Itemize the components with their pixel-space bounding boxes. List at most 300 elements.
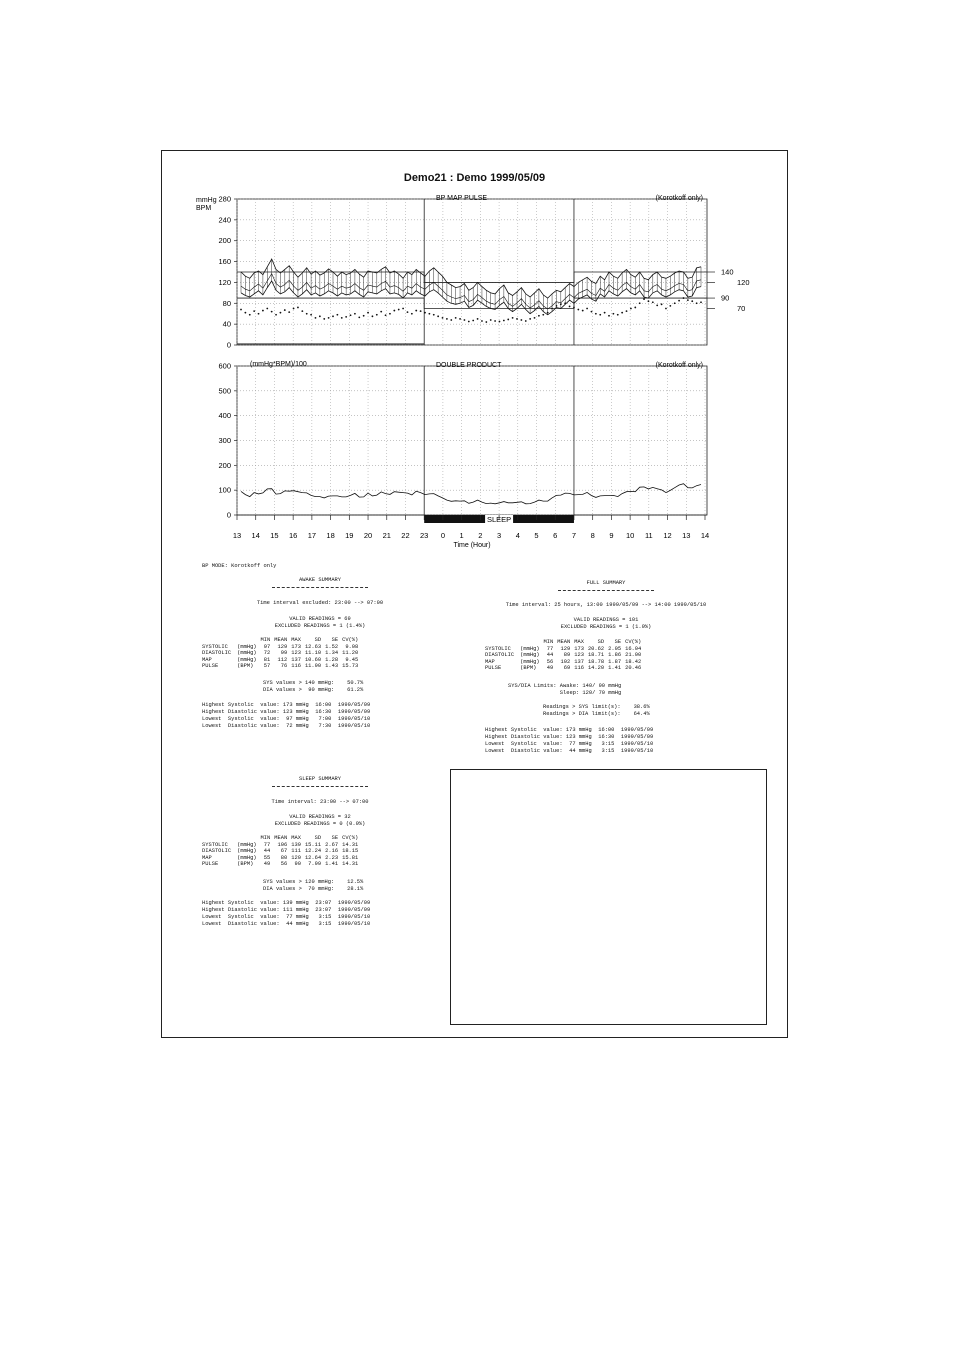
pulse-point: [490, 319, 492, 321]
y-tick-label: 40: [222, 319, 231, 329]
awake-limits: [263, 680, 363, 694]
table-cell: (mmHg): [520, 645, 540, 652]
summary-line: Lowest Diastolic value: 44 mmHg 3:15 1999/05/10: [485, 748, 654, 754]
pulse-point: [626, 310, 628, 312]
pulse-point: [315, 317, 317, 319]
table-cell: 12.24: [304, 848, 322, 855]
pulse-point: [341, 317, 343, 319]
awake-col-header: MAX: [291, 637, 301, 643]
full-readings: [543, 704, 650, 718]
series-line-map: [241, 274, 701, 309]
summary-line: Lowest Systolic value: 77 mmHg 3:15 1999/05/10: [202, 914, 371, 920]
table-cell: 137: [574, 658, 584, 665]
table-cell: 1.41: [325, 861, 339, 868]
table-cell: 56: [280, 861, 288, 868]
pulse-point: [284, 309, 286, 311]
pulse-point: [363, 315, 365, 317]
table-cell: 77: [263, 841, 271, 848]
x-tick-label: 20: [363, 531, 373, 540]
pulse-point: [656, 304, 658, 306]
table-cell: 72: [263, 650, 271, 657]
y-tick-label: 80: [222, 298, 231, 308]
pulse-point: [683, 297, 685, 299]
limit-step-line: [237, 272, 707, 282]
panel-title: DOUBLE PRODUCT: [436, 362, 502, 369]
x-tick-label: 22: [401, 531, 410, 540]
sleep-col-header: MAX: [291, 835, 301, 841]
pulse-point: [485, 321, 487, 323]
pulse-point: [402, 308, 404, 310]
pulse-point: [262, 310, 264, 312]
full-col-header: CV(%): [625, 639, 642, 645]
awake-col-header: MEAN: [274, 637, 288, 643]
y-tick-label: 240: [218, 215, 231, 225]
pulse-point: [630, 308, 632, 310]
table-cell: SYSTOLIC: [202, 643, 228, 650]
x-tick-label: 19: [345, 531, 354, 540]
pulse-point: [538, 315, 540, 317]
pulse-point: [547, 312, 549, 314]
pulse-point: [446, 318, 448, 320]
full-valid: VALID READINGS = 101: [573, 617, 639, 623]
table-cell: 123: [574, 652, 584, 659]
sleep-col-header: SD: [314, 835, 322, 841]
table-cell: DIASTOLIC: [485, 652, 515, 659]
table-cell: 111: [291, 848, 301, 855]
pulse-point: [437, 315, 439, 317]
table-cell: PULSE: [202, 861, 219, 868]
table-cell: 11.10: [304, 650, 322, 657]
pulse-point: [648, 300, 650, 302]
pulse-point: [481, 320, 483, 322]
table-cell: 1.34: [325, 650, 339, 657]
x-axis-label: Time (Hour): [453, 542, 491, 549]
table-cell: 69: [563, 665, 571, 672]
awake-excluded: EXCLUDED READINGS = 1 (1.4%): [274, 623, 366, 629]
summary-line: Highest Diastolic value: 111 mmHg 23:07 1999/05/09: [202, 907, 371, 913]
x-tick-label: 10: [625, 531, 635, 540]
table-cell: (mmHg): [237, 643, 257, 650]
y-tick-label: 600: [218, 361, 231, 371]
x-tick-label: 13: [232, 531, 242, 540]
x-tick-label: 3: [496, 531, 502, 540]
full-col-header: SE: [614, 639, 622, 645]
summary-line: SYS values > 140 mmHg: 50.7%: [263, 680, 364, 686]
table-cell: 11.90: [304, 663, 322, 670]
x-tick-label: 1: [459, 531, 464, 540]
full-underline: [558, 590, 654, 591]
table-cell: PULSE: [485, 665, 502, 672]
summary-line: Lowest Systolic value: 77 mmHg 3:15 1999/05/10: [485, 741, 654, 747]
y-tick-label: 500: [218, 386, 231, 396]
table-row: [202, 644, 358, 651]
right-marker-label: 120: [737, 277, 750, 287]
full-col-header: MIN: [543, 639, 554, 645]
pulse-point: [328, 317, 330, 319]
table-row: [485, 665, 641, 672]
table-cell: MAP: [485, 658, 495, 665]
pulse-point: [661, 303, 663, 305]
table-cell: 129: [277, 643, 288, 650]
table-cell: 15.73: [342, 663, 359, 670]
full-limits: [508, 683, 621, 697]
pulse-point: [398, 309, 400, 311]
table-cell: PULSE: [202, 663, 219, 670]
awake-col-header: SE: [331, 637, 339, 643]
pulse-point: [503, 320, 505, 322]
x-tick-label: 23: [420, 531, 429, 540]
pulse-point: [499, 321, 501, 323]
pulse-point: [494, 320, 496, 322]
pulse-point: [420, 310, 422, 312]
pulse-point: [455, 317, 457, 319]
table-cell: 49: [546, 665, 554, 672]
pulse-point: [372, 315, 374, 317]
table-row: [202, 663, 358, 670]
table-cell: (BPM): [237, 861, 254, 868]
pulse-point: [424, 312, 426, 314]
y-tick-label: 200: [218, 460, 231, 470]
table-cell: 1.41: [608, 665, 622, 672]
table-cell: 2.05: [608, 645, 622, 652]
x-tick-label: 11: [644, 531, 653, 540]
x-tick-label: 6: [553, 531, 558, 540]
table-cell: (mmHg): [237, 854, 257, 861]
awake-heading: AWAKE SUMMARY: [298, 577, 342, 583]
table-cell: 20.46: [625, 665, 642, 672]
summary-line: Highest Diastolic value: 123 mmHg 16:30 1999/05/09: [485, 734, 654, 740]
full-col-header: [514, 639, 539, 646]
pulse-point: [691, 300, 693, 302]
y-tick-label: 120: [218, 277, 231, 287]
summary-line: SYS/DIA Limits: Awake: 140/ 90 mmHg: [508, 683, 622, 689]
panel-title: BP MAP PULSE: [436, 195, 488, 202]
table-cell: 116: [574, 665, 584, 672]
table-cell: (BPM): [520, 665, 537, 672]
table-cell: (BPM): [237, 663, 254, 670]
x-tick-label: 17: [307, 531, 317, 540]
pulse-point: [516, 318, 518, 320]
y-axis-label-line: BPM: [196, 205, 212, 212]
table-cell: 15.81: [342, 854, 359, 861]
pulse-point: [354, 313, 356, 315]
table-cell: SYSTOLIC: [202, 841, 228, 848]
pulse-point: [525, 320, 527, 322]
table-cell: (mmHg): [237, 848, 257, 855]
pulse-point: [534, 317, 536, 319]
pulse-point: [271, 311, 273, 313]
pulse-point: [385, 314, 387, 316]
table-cell: 11.20: [342, 650, 359, 657]
table-cell: 44: [263, 848, 271, 855]
pulse-point: [310, 314, 312, 316]
table-cell: SYSTOLIC: [485, 645, 511, 652]
table-cell: 14.31: [342, 841, 359, 848]
y-tick-label: 0: [226, 340, 231, 350]
pulse-point: [595, 313, 597, 315]
awake-col-header: SD: [314, 637, 322, 643]
pulse-point: [634, 307, 636, 309]
table-cell: 80: [280, 854, 288, 861]
summary-line: Lowest Diastolic value: 72 mmHg 7:30 1999/05/10: [202, 723, 371, 729]
sleep-col-header: MIN: [260, 835, 271, 841]
table-cell: 77: [546, 645, 554, 652]
x-tick-label: 13: [682, 531, 691, 540]
table-cell: 18.78: [587, 658, 605, 665]
table-cell: 57: [263, 663, 271, 670]
table-row: [485, 652, 641, 659]
y-tick-label: 280: [218, 194, 231, 204]
table-cell: 1.43: [325, 663, 339, 670]
pulse-point: [258, 313, 260, 315]
table-row: [202, 842, 358, 849]
y-tick-label: 160: [218, 257, 231, 267]
table-row: [202, 861, 358, 868]
full-heading: FULL SUMMARY: [586, 580, 626, 586]
pulse-point: [678, 300, 680, 302]
summary-line: Readings > SYS limit(s): 38.6%: [543, 704, 650, 710]
panel-note: (Korotkoff only): [655, 362, 703, 369]
table-cell: 116: [291, 663, 301, 670]
table-cell: 99: [280, 650, 288, 657]
pulse-point: [275, 314, 277, 316]
table-cell: 15.11: [304, 841, 322, 848]
table-cell: 97: [263, 643, 271, 650]
table-cell: 90: [294, 861, 301, 868]
awake-stats-table: [202, 637, 358, 670]
table-cell: (mmHg): [520, 652, 540, 659]
x-tick-label: 14: [700, 531, 710, 540]
x-tick-label: 12: [663, 531, 672, 540]
pulse-point: [389, 313, 391, 315]
x-tick-label: 8: [590, 531, 595, 540]
x-tick-label: 21: [382, 531, 391, 540]
pulse-point: [301, 310, 303, 312]
pulse-point: [599, 314, 601, 316]
table-cell: 89: [563, 652, 571, 659]
series-line-systolic: [241, 259, 701, 298]
full-interval: Time interval: 25 hours, 13:00 1999/05/09 --> 14:00 1999/05/10: [505, 602, 707, 608]
table-cell: 20.62: [587, 645, 605, 652]
table-cell: 137: [291, 656, 301, 663]
full-col-header: SD: [597, 639, 605, 645]
full-header-row: [485, 639, 641, 646]
y-axis-label-line: mmHg: [196, 197, 217, 204]
pulse-point: [249, 314, 251, 316]
table-cell: 21.00: [625, 652, 642, 659]
x-tick-label: 16: [288, 531, 298, 540]
pulse-point: [560, 303, 562, 305]
sleep-limits: [263, 879, 363, 893]
sleep-col-header: SE: [331, 835, 339, 841]
y-tick-label: 300: [218, 436, 231, 445]
pulse-point: [652, 301, 654, 303]
right-marker-label: 70: [737, 304, 746, 313]
pulse-point: [551, 308, 553, 310]
bp-mode: BP MODE: Korotkoff only: [202, 563, 277, 569]
pulse-point: [280, 312, 282, 314]
pulse-point: [293, 308, 295, 310]
table-cell: 12.63: [304, 643, 322, 650]
pulse-point: [240, 309, 242, 311]
table-cell: 14.20: [587, 665, 605, 672]
awake-underline: [272, 587, 368, 588]
table-cell: (mmHg): [237, 656, 257, 663]
pulse-point: [380, 311, 382, 313]
table-cell: 16.04: [625, 645, 642, 652]
table-row: [202, 657, 358, 664]
x-tick-label: 2: [478, 531, 483, 540]
full-col-header: [485, 639, 514, 646]
y-tick-label: 400: [218, 411, 231, 421]
pulse-point: [319, 315, 321, 317]
pulse-point: [376, 314, 378, 316]
pulse-point: [407, 311, 409, 313]
sleep-excluded: EXCLUDED READINGS = 0 (0.0%): [274, 821, 366, 827]
summary-line: Lowest Diastolic value: 44 mmHg 3:15 1999/05/10: [202, 921, 371, 927]
charts-svg: [0, 0, 954, 560]
summary-line: DIA values > 70 mmHg: 28.1%: [263, 886, 364, 892]
table-cell: 49: [263, 861, 271, 868]
pulse-point: [393, 310, 395, 312]
pulse-point: [669, 305, 671, 307]
pulse-point: [468, 321, 470, 323]
full-col-header: MAX: [574, 639, 584, 645]
sleep-interval: Time interval: 23:00 --> 07:00: [271, 799, 369, 805]
pulse-point: [639, 302, 641, 304]
y-axis-label: [196, 197, 217, 212]
pulse-point: [350, 314, 352, 316]
x-tick-label: 5: [534, 531, 539, 540]
table-cell: DIASTOLIC: [202, 650, 232, 657]
table-cell: MAP: [202, 854, 212, 861]
summary-line: Highest Systolic value: 139 mmHg 23:07 1999/05/09: [202, 900, 371, 906]
table-row: [202, 855, 358, 862]
sleep-col-header: [202, 835, 231, 842]
comments-box: [450, 769, 767, 1025]
summary-line: Readings > DIA limit(s): 64.4%: [543, 711, 650, 717]
series-line-double-product: [241, 484, 701, 504]
table-cell: 1.28: [325, 656, 339, 663]
sleep-underline: [272, 786, 368, 787]
full-col-header: MEAN: [557, 639, 571, 645]
x-tick-label: 14: [251, 531, 260, 540]
pulse-point: [477, 318, 479, 320]
pulse-point: [617, 314, 619, 316]
table-cell: 67: [280, 848, 288, 855]
table-row: [202, 848, 358, 855]
pulse-point: [577, 309, 579, 311]
pulse-point: [700, 301, 702, 303]
pulse-point: [542, 314, 544, 316]
sleep-col-header: [231, 835, 256, 842]
sleep-label: SLEEP: [486, 515, 512, 524]
pulse-point: [512, 317, 514, 319]
table-row: [202, 650, 358, 657]
table-cell: (mmHg): [237, 841, 257, 848]
pulse-point: [433, 314, 435, 316]
sleep-header-row: [202, 835, 358, 842]
table-cell: 81: [263, 656, 271, 663]
table-cell: 1.86: [608, 652, 622, 659]
full-extremes: [485, 727, 653, 755]
pulse-point: [367, 312, 369, 314]
sleep-valid: VALID READINGS = 32: [289, 814, 351, 820]
table-cell: 1.52: [325, 643, 339, 650]
pulse-point: [573, 307, 575, 309]
table-cell: MAP: [202, 656, 212, 663]
pulse-point: [569, 306, 571, 308]
pulse-point: [332, 315, 334, 317]
awake-header-row: [202, 637, 358, 644]
table-cell: 10.60: [304, 656, 322, 663]
table-cell: 2.16: [325, 848, 339, 855]
table-cell: 139: [291, 841, 301, 848]
pulse-point: [244, 312, 246, 314]
table-cell: 2.67: [325, 841, 339, 848]
pulse-point: [411, 313, 413, 315]
pulse-point: [674, 302, 676, 304]
pulse-point: [459, 318, 461, 320]
pulse-point: [507, 319, 509, 321]
panel-note: (Korotkoff only): [655, 195, 703, 202]
x-tick-label: 15: [270, 531, 279, 540]
table-cell: 76: [280, 663, 288, 670]
awake-valid: VALID READINGS = 69: [289, 616, 351, 622]
table-cell: 129: [560, 645, 571, 652]
table-cell: 112: [277, 656, 288, 663]
table-cell: 120: [291, 854, 301, 861]
table-cell: 12.64: [304, 854, 322, 861]
summary-line: Lowest Systolic value: 97 mmHg 7:00 1999/05/10: [202, 716, 371, 722]
pulse-point: [696, 302, 698, 304]
x-tick-label: 0: [440, 531, 446, 540]
x-tick-label: 9: [609, 531, 614, 540]
pulse-point: [612, 313, 614, 315]
pulse-point: [643, 298, 645, 300]
pulse-point: [520, 319, 522, 321]
y-tick-label: 100: [218, 485, 231, 495]
pulse-point: [415, 310, 417, 312]
table-cell: 14.31: [342, 861, 359, 868]
awake-col-header: CV(%): [342, 637, 359, 643]
awake-extremes: [202, 702, 370, 730]
sleep-col-header: CV(%): [342, 835, 359, 841]
awake-col-header: [231, 637, 256, 644]
sleep-stats-table: [202, 835, 358, 868]
pulse-point: [288, 311, 290, 313]
x-tick-label: 18: [326, 531, 335, 540]
summary-line: Highest Systolic value: 173 mmHg 16:00 1999/05/09: [485, 727, 654, 733]
sleep-col-header: MEAN: [274, 835, 288, 841]
pulse-point: [253, 310, 255, 312]
sleep-extremes: [202, 900, 370, 928]
table-cell: 55: [263, 854, 271, 861]
table-cell: 7.99: [308, 861, 322, 868]
pulse-point: [665, 308, 667, 310]
pulse-point: [556, 305, 558, 307]
pulse-point: [464, 319, 466, 321]
pulse-point: [306, 313, 308, 315]
pulse-point: [323, 318, 325, 320]
table-row: [485, 646, 641, 653]
pulse-point: [428, 313, 430, 315]
table-cell: 56: [546, 658, 554, 665]
y-tick-label: 200: [218, 236, 231, 246]
table-row: [485, 659, 641, 666]
table-cell: (mmHg): [520, 658, 540, 665]
pulse-point: [336, 314, 338, 316]
